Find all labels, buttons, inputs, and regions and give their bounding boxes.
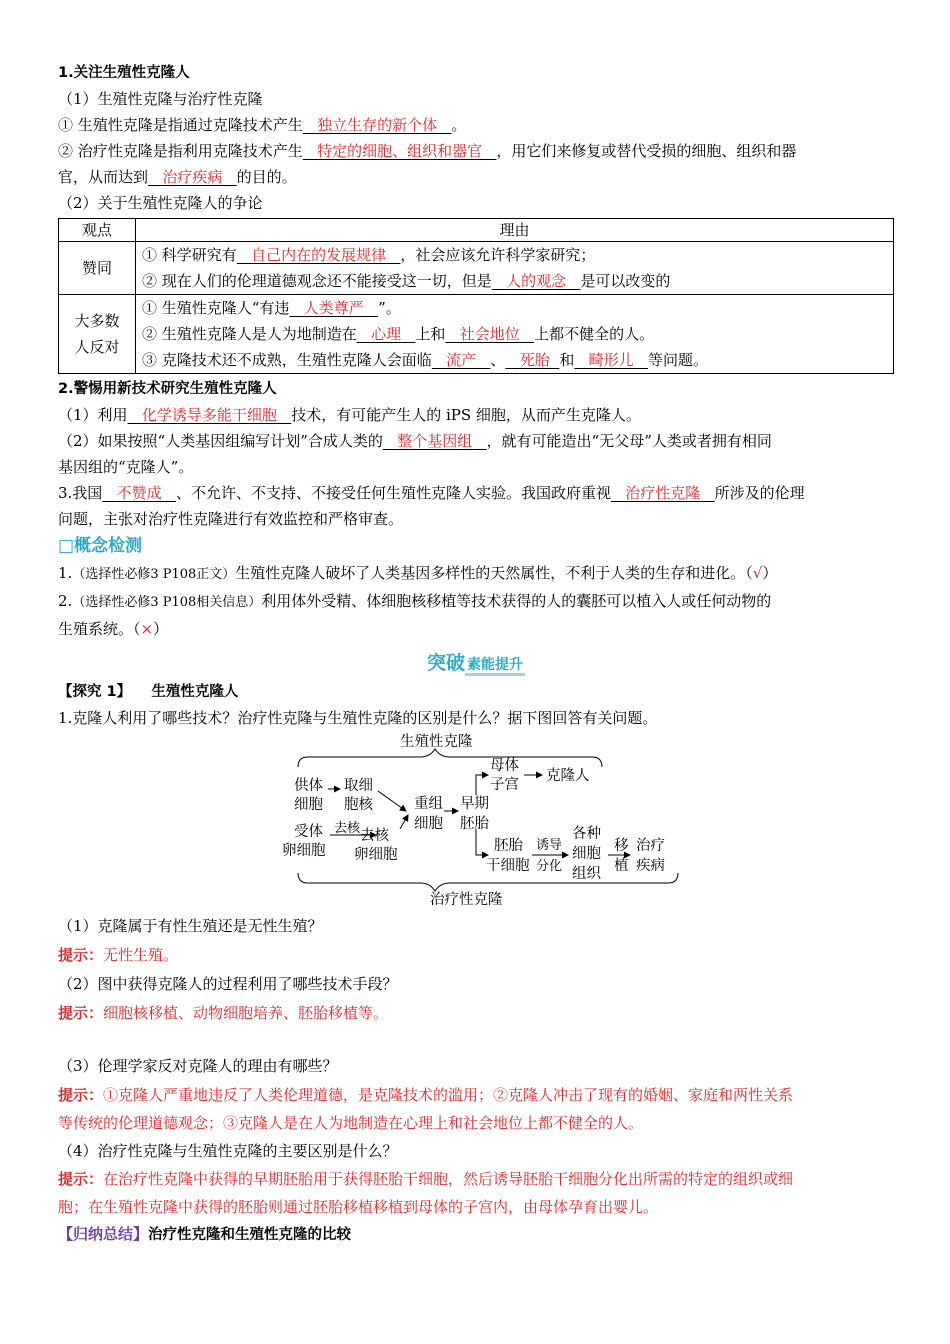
- s2-p2: （2）如果按照“人类基因组编写计划”合成人类的 整个基因组 ，就有可能造出“无父母”人类或者拥有相同: [58, 432, 772, 450]
- table-row: [59, 242, 894, 295]
- table-row: [59, 295, 894, 374]
- row-reasons-oppose: ① 生殖性克隆人“有违 人类尊严 ”。 ② 生殖性克隆人是人为地制造在 心理 上和 社会地位 上都不健全的人。 ③ 克隆技术还不成熟，生殖性克隆人会面临 流产 、 死胎 和 畸形儿 等问题。: [136, 295, 894, 374]
- concept-q2-cont: 生殖系统。（×）: [58, 620, 169, 638]
- diagram-node: 细胞: [572, 846, 601, 862]
- diagram-node: 胚胎: [460, 816, 489, 832]
- answer-blank: 独立生存的新个体: [317, 116, 438, 134]
- diagram-node: 治疗: [636, 838, 665, 854]
- answer-blank: 自己内在的发展规律: [251, 246, 387, 264]
- answer-blank: 心理: [371, 325, 402, 343]
- row-reasons-agree: ① 科学研究有 自己内在的发展规律 ，社会应该允许科学家研究； ② 现在人们的伦理道德观念还不能接受这一切，但是 人的观念 是可以改变的: [136, 242, 894, 295]
- section-2-heading: 2.警惕用新技术研究生殖性克隆人: [58, 381, 277, 397]
- summary-heading: 【归纳总结】治疗性克隆和生殖性克隆的比较: [58, 1225, 352, 1243]
- diagram-node: 疾病: [636, 858, 665, 874]
- row-label-oppose: 大多数 人反对: [59, 295, 136, 374]
- section-1-heading: 1.关注生殖性克隆人: [58, 65, 190, 81]
- answer-blank: 社会地位: [459, 325, 520, 343]
- concept-q2: 2.（选择性必修3 P108相关信息）利用体外受精、体细胞核移植等技术获得的人的囊胚可以植入人或任何动物的: [58, 592, 772, 610]
- diagram-node: 细胞: [294, 797, 323, 813]
- s1-p2: ① 生殖性克隆是指通过克隆技术产生 独立生存的新个体 。: [58, 116, 467, 134]
- answer-blank: 人类尊严: [303, 299, 364, 317]
- s2-p1: （1）利用 化学诱导多能干细胞 技术，有可能产生人的 iPS 细胞，从而产生克隆人。: [58, 406, 641, 424]
- diagram-node: 细胞: [414, 816, 443, 832]
- diagram-node: 组织: [572, 866, 601, 882]
- diagram-node: 受体: [294, 824, 323, 840]
- answer-blank: 不赞成: [116, 484, 162, 502]
- answer-blank: 流产: [446, 351, 477, 369]
- diagram-arrow-label: 诱导: [536, 838, 563, 853]
- s3-p1: 3.我国 不赞成 、不允许、不支持、不接受任何生殖性克隆人实验。我国政府重视 治疗性克隆 所涉及的伦理: [58, 484, 805, 502]
- diagram-node: 卵细胞: [354, 847, 398, 863]
- answer-blank: 特定的细胞、组织和器官: [317, 142, 483, 160]
- question-3: （3）伦理学家反对克隆人的理由有哪些？: [58, 1057, 338, 1075]
- diagram-arrow-label: 植: [614, 858, 629, 874]
- page: [58, 60, 894, 1248]
- s3-p2: 问题，主张对治疗性克隆进行有效监控和严格审查。: [58, 510, 404, 528]
- table-header-reason: 理由: [136, 219, 894, 242]
- diagram-bottom-label: 治疗性克隆: [430, 892, 503, 908]
- answer-blank: 治疗疾病: [162, 168, 223, 186]
- diagram-node: 重组: [414, 796, 443, 812]
- diagram-node: 去核: [360, 828, 389, 844]
- answer-blank: 整个基因组: [397, 432, 473, 450]
- diagram-node: 各种: [572, 826, 601, 842]
- breakthrough-banner: 突破 素能提升: [426, 652, 523, 674]
- question-4: （4）治疗性克隆与生殖性克隆的主要区别是什么？: [58, 1142, 398, 1160]
- diagram-node: 取细: [344, 778, 373, 794]
- concept-q1: 1.（选择性必修3 P108正文）生殖性克隆人破坏了人类基因多样性的天然属性，不利于人类的生存和进化。（√）: [58, 564, 778, 582]
- hint-3-cont: 等传统的伦理道德观念；③克隆人是在人为地制造在心理上和社会地位上都不健全的人。: [58, 1114, 644, 1132]
- diagram-arrow-label: 分化: [536, 859, 563, 874]
- answer-blank: 人的观念: [506, 272, 567, 290]
- s1-p1: （1）生殖性克隆与治疗性克隆: [58, 90, 263, 108]
- answer-blank: 畸形儿: [588, 351, 634, 369]
- diagram-top-label: 生殖性克隆: [400, 734, 473, 750]
- diagram-node: 供体: [294, 778, 323, 794]
- diagram-node: 克隆人: [546, 768, 590, 784]
- explore-heading: 【探究 1】 生殖性克隆人: [58, 684, 239, 700]
- hint-4: 提示：在治疗性克隆中获得的早期胚胎用于获得胚胎干细胞，然后诱导胚胎干细胞分化出所需的特定的组织或细: [58, 1170, 794, 1188]
- cross-mark: ×: [140, 620, 154, 638]
- explore-question: 1.克隆人利用了哪些技术？治疗性克隆与生殖性克隆的区别是什么？据下图回答有关问题。: [58, 709, 658, 727]
- s2-p3: 基因组的“克隆人”。: [58, 458, 194, 476]
- hint-2: 提示：细胞核移植、动物细胞培养、胚胎移植等。: [58, 1004, 389, 1022]
- question-1: （1）克隆属于有性生殖还是无性生殖？: [58, 917, 323, 935]
- hint-4-cont: 胞；在生殖性克隆中获得的胚胎则通过胚胎移植移植到母体的子宫内，由母体孕育出婴儿。: [58, 1198, 659, 1216]
- table-header-view: 观点: [59, 219, 136, 242]
- s1-p3: ② 治疗性克隆是指利用克隆技术产生 特定的细胞、组织和器官 ，用它们来修复或替代受损的细胞、组织和器: [58, 142, 797, 160]
- question-2: （2）图中获得克隆人的过程利用了哪些技术手段？: [58, 975, 398, 993]
- diagram-node: 卵细胞: [282, 843, 326, 859]
- diagram-arrow-label: 去核: [334, 821, 361, 836]
- diagram-node: 干细胞: [486, 858, 530, 874]
- diagram-arrow-label: 移: [614, 838, 629, 854]
- hint-1: 提示：无性生殖。: [58, 946, 179, 964]
- concept-check-heading: □概念检测: [58, 536, 143, 556]
- answer-blank: 化学诱导多能干细胞: [141, 406, 277, 424]
- table-header-row: [59, 219, 894, 242]
- diagram-node: 胚胎: [494, 838, 523, 854]
- check-mark: √: [752, 564, 763, 582]
- row-label-agree: 赞同: [59, 242, 136, 295]
- diagram-node: 母体: [490, 758, 519, 774]
- debate-table: [58, 218, 894, 374]
- diagram-node: 早期: [460, 796, 489, 812]
- cloning-diagram: [280, 733, 700, 911]
- diagram-node: 子宫: [490, 777, 519, 793]
- answer-blank: 治疗性克隆: [625, 484, 701, 502]
- diagram-node: 胞核: [344, 797, 373, 813]
- s1-p5: （2）关于生殖性克隆人的争论: [58, 194, 263, 212]
- hint-3: 提示：①克隆人严重地违反了人类伦理道德，是克隆技术的滥用；②克隆人冲击了现有的婚姻、家庭和两性关系: [58, 1086, 794, 1104]
- s1-p4: 官，从而达到 治疗疾病 的目的。: [58, 168, 297, 186]
- answer-blank: 死胎: [519, 351, 550, 369]
